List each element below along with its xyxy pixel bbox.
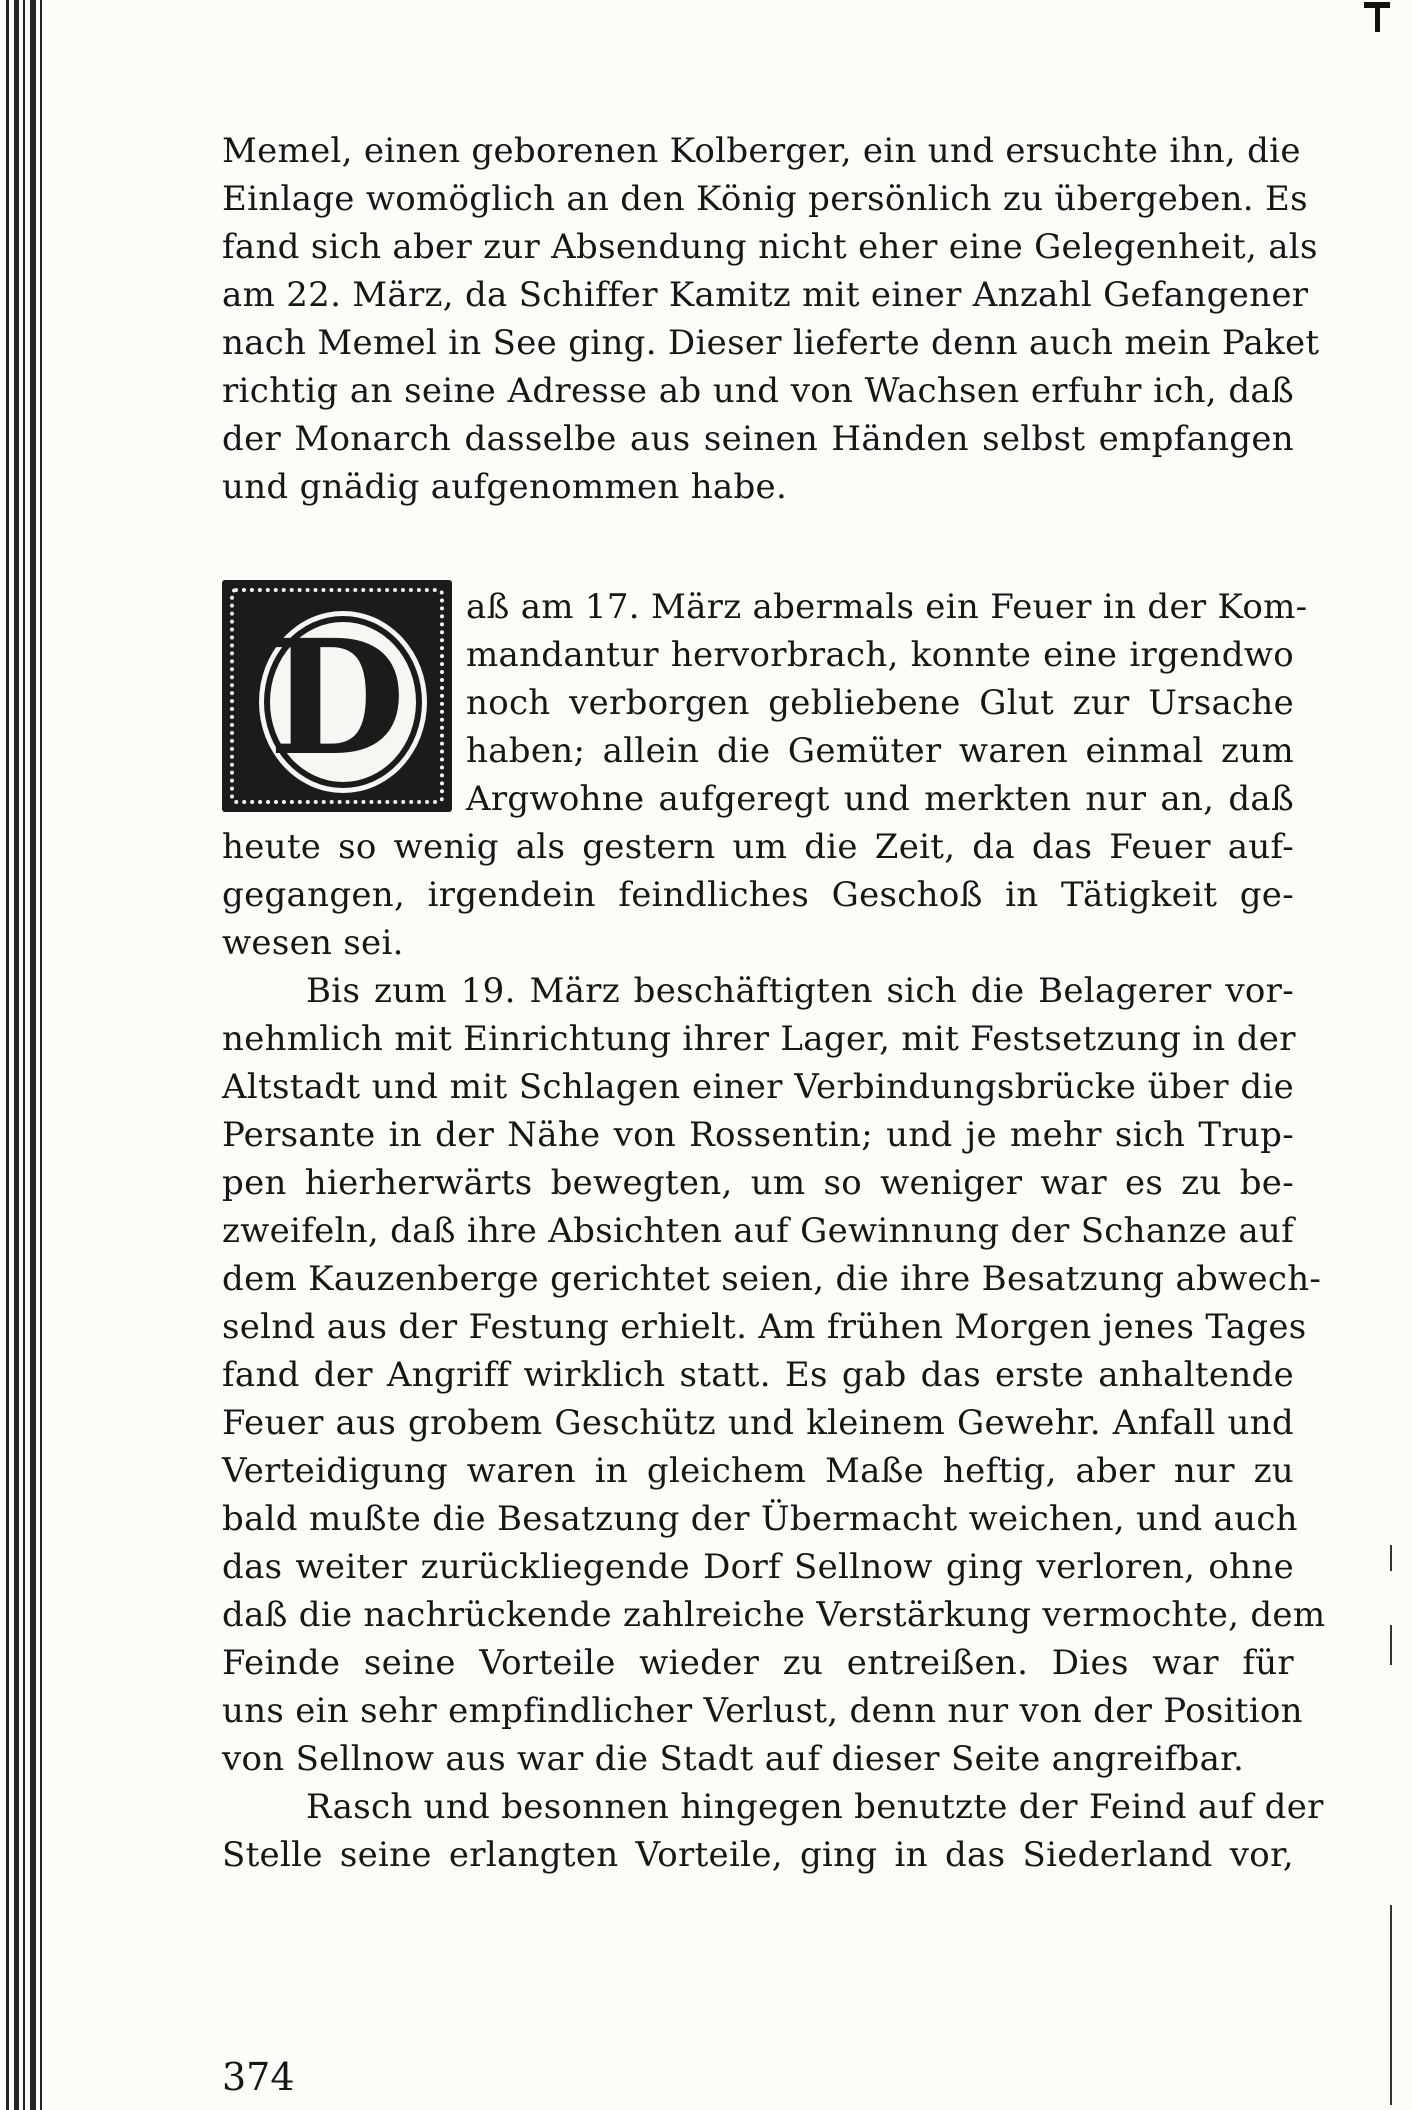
text-line: nach Memel in See ging. Dieser lieferte denn auch mein Paket — [222, 323, 1320, 363]
text-line: Argwohne aufgeregt und merkten nur an, daß — [466, 779, 1294, 819]
text-line: richtig an seine Adresse ab und von Wachsen erfuhr ich, daß — [222, 371, 1294, 411]
text-line: gegangen, irgendein feindliches Geschoß in Tätigkeit ge- — [222, 875, 1294, 915]
text-line: fand der Angriff wirklich statt. Es gab das erste anhaltende — [222, 1355, 1294, 1395]
text-line: Feuer aus grobem Geschütz und kleinem Gewehr. Anfall und — [222, 1403, 1294, 1443]
text-line: von Sellnow aus war die Stadt auf dieser Seite angreifbar. — [222, 1739, 1245, 1779]
text-line: Einlage womöglich an den König persönlich zu übergeben. Es — [222, 179, 1308, 219]
drop-cap-letter: D — [268, 606, 406, 791]
corner-mark-icon — [1362, 0, 1392, 34]
text-line: Altstadt und mit Schlagen einer Verbindungsbrücke über die — [222, 1067, 1294, 1107]
text-line: Memel, einen geborenen Kolberger, ein und ersuchte ihn, die — [222, 131, 1301, 171]
text-line: Verteidigung waren in gleichem Maße heftig, aber nur zu — [222, 1451, 1294, 1491]
drop-cap-ornament — [222, 580, 452, 812]
text-line: aß am 17. März abermals ein Feuer in der Kom- — [466, 587, 1308, 627]
text-line: uns ein sehr empfindlicher Verlust, denn nur von der Position — [222, 1691, 1303, 1731]
text-line: Persante in der Nähe von Rossentin; und je mehr sich Trup- — [222, 1115, 1294, 1155]
text-line: Bis zum 19. März beschäftigten sich die Belagerer vor- — [306, 971, 1294, 1011]
text-line: mandantur hervorbrach, konnte eine irgendwo — [466, 635, 1294, 675]
text-line: das weiter zurückliegende Dorf Sellnow ging verloren, ohne — [222, 1547, 1294, 1587]
text-line: und gnädig aufgenommen habe. — [222, 467, 788, 507]
binding-edge — [0, 0, 56, 2110]
text-line: bald mußte die Besatzung der Übermacht weichen, und auch — [222, 1499, 1298, 1539]
text-line: am 22. März, da Schiffer Kamitz mit einer Anzahl Gefangener — [222, 275, 1309, 315]
text-line: heute so wenig als gestern um die Zeit, da das Feuer auf- — [222, 827, 1294, 867]
text-line: pen hierherwärts bewegten, um so weniger war es zu be- — [222, 1163, 1294, 1203]
edge-marks — [1386, 1545, 1396, 2105]
text-line: dem Kauzenberge gerichtet seien, die ihre Besatzung abwech- — [222, 1259, 1322, 1299]
text-line: Feinde seine Vorteile wieder zu entreißen. Dies war für — [222, 1643, 1294, 1683]
text-line: nehmlich mit Einrichtung ihrer Lager, mit Festsetzung in der — [222, 1019, 1296, 1059]
text-line: zweifeln, daß ihre Absichten auf Gewinnung der Schanze auf — [222, 1211, 1294, 1251]
text-line: Rasch und besonnen hingegen benutzte der Feind auf der — [306, 1787, 1324, 1827]
text-line: daß die nachrückende zahlreiche Verstärkung vermochte, dem — [222, 1595, 1326, 1635]
text-line: selnd aus der Festung erhielt. Am frühen Morgen jenes Tages — [222, 1307, 1307, 1347]
text-line: haben; allein die Gemüter waren einmal zum — [466, 731, 1294, 771]
text-line: noch verborgen gebliebene Glut zur Ursache — [466, 683, 1294, 723]
text-line: fand sich aber zur Absendung nicht eher eine Gelegenheit, als — [222, 227, 1318, 267]
text-line: der Monarch dasselbe aus seinen Händen selbst empfangen — [222, 419, 1294, 459]
text-line: Stelle seine erlangten Vorteile, ging in das Siederland vor, — [222, 1835, 1294, 1875]
text-line: wesen sei. — [222, 923, 404, 963]
page-number: 374 — [222, 2055, 295, 2099]
